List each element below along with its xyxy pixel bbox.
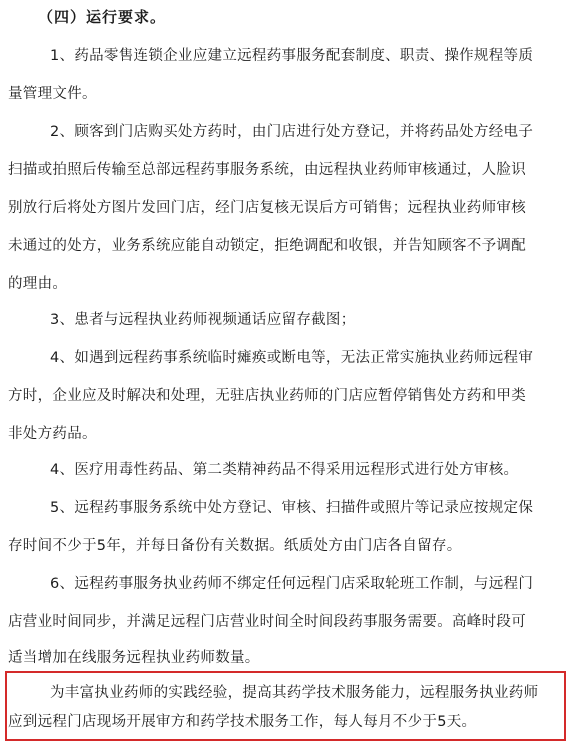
- paragraph-2-line-4: 未通过的处方，业务系统应能自动锁定，拒绝调配和收银，并告知顾客不予调配: [8, 238, 526, 254]
- paragraph-4-line-1: 4、如遇到远程药事系统临时瘫痪或断电等，无法正常实施执业药师远程审: [50, 350, 534, 366]
- section-heading: （四）运行要求。: [38, 8, 167, 26]
- paragraph-4-line-3: 非处方药品。: [8, 426, 97, 442]
- paragraph-2-line-5: 的理由。: [8, 276, 68, 292]
- paragraph-2-line-2: 扫描或拍照后传输至总部远程药事服务系统，由远程执业药师审核通过，人脸识: [8, 162, 526, 178]
- paragraph-6-line-2: 存时间不少于5年，并每日备份有关数据。纸质处方由门店各自留存。: [8, 538, 462, 554]
- paragraph-1-line-1: 1、药品零售连锁企业应建立远程药事服务配套制度、职责、操作规程等质: [50, 48, 534, 64]
- paragraph-2-line-1: 2、顾客到门店购买处方药时，由门店进行处方登记，并将药品处方经电子: [50, 124, 534, 140]
- paragraph-7-line-1: 6、远程药事服务执业药师不绑定任何远程门店采取轮班工作制，与远程门: [50, 576, 534, 592]
- paragraph-6-line-1: 5、远程药事服务系统中处方登记、审核、扫描件或照片等记录应按规定保: [50, 500, 534, 516]
- paragraph-4-line-2: 方时，企业应及时解决和处理，无驻店执业药师的门店应暂停销售处方药和甲类: [8, 388, 526, 404]
- paragraph-2-line-3: 别放行后将处方图片发回门店，经门店复核无误后方可销售；远程执业药师审核: [8, 200, 526, 216]
- paragraph-3-line-1: 3、患者与远程执业药师视频通话应留存截图；: [50, 312, 356, 328]
- paragraph-7-line-2: 店营业时间同步，并满足远程门店营业时间全时间段药事服务需要。高峰时段可: [8, 614, 526, 630]
- paragraph-1-line-2: 量管理文件。: [8, 86, 97, 102]
- highlighted-paragraph-line-1: 为丰富执业药师的实践经验，提高其药学技术服务能力，远程服务执业药师: [50, 685, 539, 701]
- highlighted-paragraph-line-2: 应到远程门店现场开展审方和药学技术服务工作，每人每月不少于5天。: [8, 714, 477, 730]
- paragraph-5-line-1: 4、医疗用毒性药品、第二类精神药品不得采用远程形式进行处方审核。: [50, 462, 519, 478]
- paragraph-7-line-3: 适当增加在线服务远程执业药师数量。: [8, 650, 260, 666]
